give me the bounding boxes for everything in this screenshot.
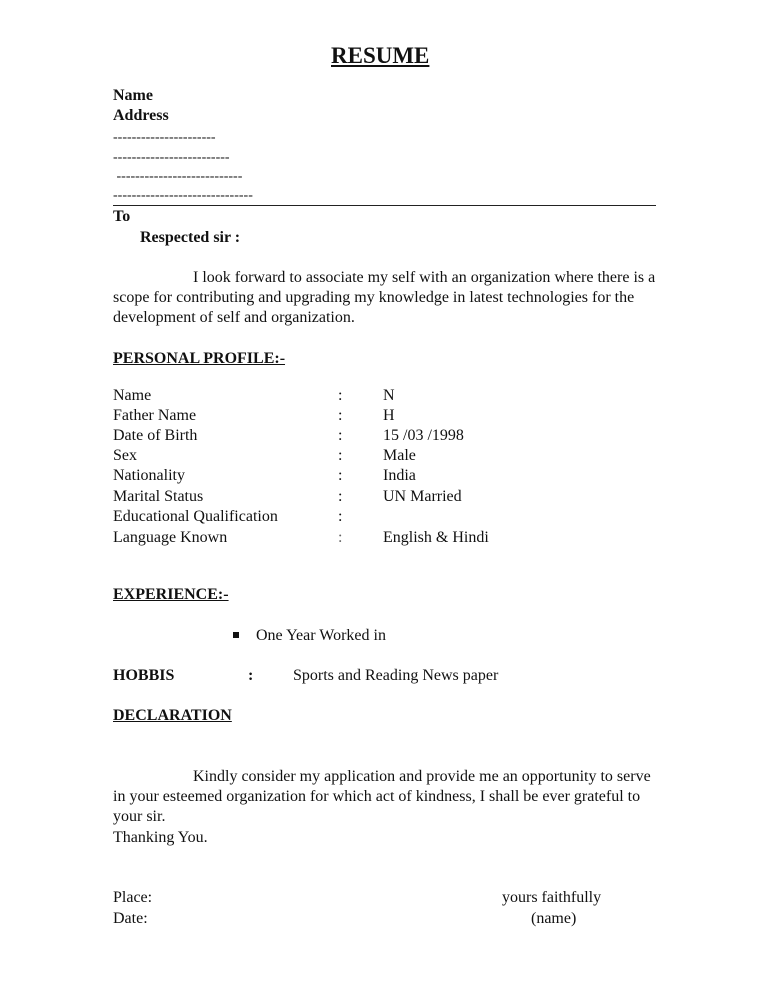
profile-label: Name: [113, 387, 152, 404]
profile-value: N: [383, 387, 395, 404]
profile-label: Language Known: [113, 529, 228, 546]
address-line-2: -------------------------: [113, 150, 230, 165]
profile-separator: :: [338, 427, 343, 444]
objective-text: I look forward to associate my self with an organization where there is a scope for contributing and upgrading my knowledge in latest technologies for the development of self and organization.: [113, 269, 656, 326]
objective-paragraph: [113, 268, 658, 328]
greeting: Respected sir :: [140, 229, 241, 246]
declaration-paragraph: [113, 767, 658, 827]
name-label: Name: [113, 87, 153, 104]
address-line-1: ----------------------: [113, 130, 216, 145]
profile-label: Marital Status: [113, 488, 204, 505]
profile-label: Father Name: [113, 407, 197, 424]
profile-label: Educational Qualification: [113, 508, 278, 525]
address-line-4: ------------------------------: [113, 188, 253, 203]
profile-separator: :: [338, 467, 343, 484]
profile-separator: :: [338, 529, 343, 546]
place-label: Place:: [113, 889, 153, 906]
address-label: Address: [113, 107, 169, 124]
profile-value: H: [383, 407, 395, 424]
to-label: To: [113, 208, 131, 225]
hobbies-label: HOBBIS: [113, 667, 175, 684]
divider-line: [113, 205, 656, 206]
profile-separator: :: [338, 447, 343, 464]
hobbies-value: Sports and Reading News paper: [293, 667, 499, 684]
profile-separator: :: [338, 508, 343, 525]
profile-value: UN Married: [383, 488, 462, 505]
personal-profile-heading: PERSONAL PROFILE:-: [113, 350, 286, 367]
profile-value: Male: [383, 447, 416, 464]
profile-separator: :: [338, 488, 343, 505]
profile-label: Nationality: [113, 467, 185, 484]
closing-text: yours faithfully: [502, 889, 602, 906]
profile-value: English & Hindi: [383, 529, 489, 546]
profile-separator: :: [338, 387, 343, 404]
address-line-3: ---------------------------: [113, 169, 243, 184]
declaration-heading: DECLARATION: [113, 707, 232, 724]
profile-value: 15 /03 /1998: [383, 427, 464, 444]
page-title: RESUME: [331, 43, 430, 68]
declaration-text: Kindly consider my application and provide me an opportunity to serve in your esteemed organization for which act of kindness, I shall be ever grateful to your sir.: [113, 768, 651, 825]
profile-value: India: [383, 467, 416, 484]
signature-name: (name): [531, 910, 577, 927]
date-label: Date:: [113, 910, 148, 927]
profile-label: Date of Birth: [113, 427, 198, 444]
bullet-icon: [233, 632, 239, 638]
experience-heading: EXPERIENCE:-: [113, 586, 229, 603]
profile-label: Sex: [113, 447, 137, 464]
hobbies-separator: :: [248, 667, 254, 684]
profile-separator: :: [338, 407, 343, 424]
thanks-text: Thanking You.: [113, 829, 208, 846]
experience-item: One Year Worked in: [256, 627, 386, 644]
